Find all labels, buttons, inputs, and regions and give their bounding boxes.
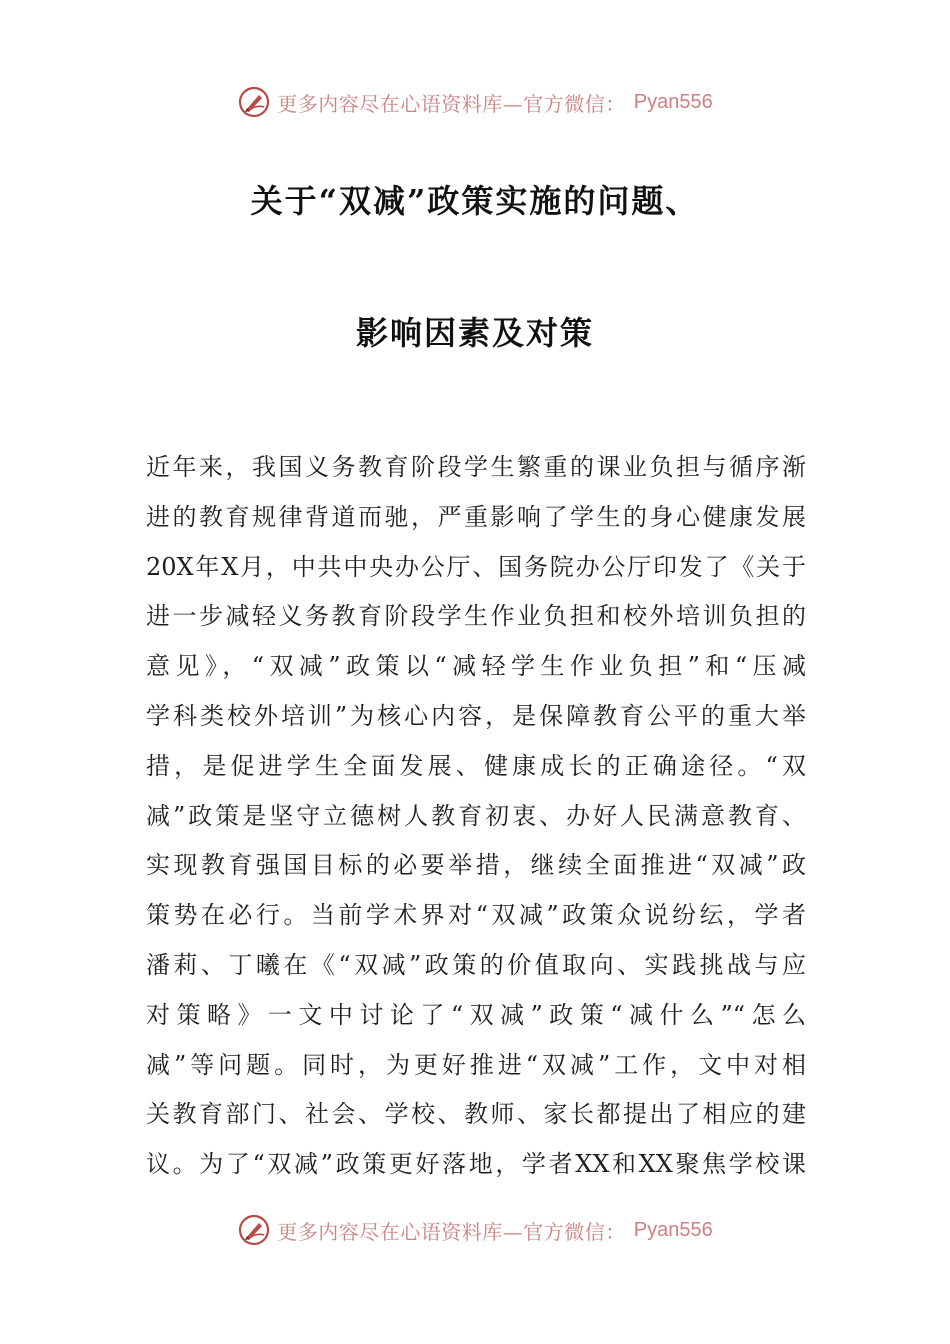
- text-line: 学科类校外培训”为核心内容，是保障教育公平的重大举: [146, 701, 806, 730]
- text-line: 潘莉、丁曦在《“双减”政策的价值取向、实践挑战与应: [146, 950, 806, 979]
- footer-watermark: [0, 1210, 950, 1250]
- text-line: 意见》，“双减”政策以“减轻学生作业负担”和“压减: [146, 652, 806, 681]
- body-paragraph: [146, 443, 806, 1190]
- watermark-text: 更多内容尽在心语资料库—官方微信：: [277, 91, 626, 116]
- text-line: 减”等问题。同时，为更好推进“双减”工作，文中对相: [146, 1050, 806, 1079]
- document-title-line-1: 关于“双减”政策实施的问题、: [250, 182, 700, 220]
- text-line: 实现教育强国目标的必要举措，继续全面推进“双减”政: [146, 851, 806, 880]
- watermark-text: 更多内容尽在心语资料库—官方微信：: [277, 1219, 626, 1244]
- text-line: 议。为了“双减”政策更好落地，学者XX和XX聚焦学校课: [146, 1150, 806, 1179]
- text-line: 进的教育规律背道而驰，严重影响了学生的身心健康发展: [146, 502, 806, 531]
- pen-logo-icon: [237, 85, 271, 119]
- text-line: 20X年X月，中共中央办公厅、国务院办公厅印发了《关于: [146, 552, 806, 581]
- text-line: 措，是促进学生全面发展、健康成长的正确途径。“双: [146, 751, 806, 780]
- text-line: 近年来，我国义务教育阶段学生繁重的课业负担与循序渐: [146, 453, 806, 481]
- text-line: 策势在必行。当前学术界对“双减”政策众说纷纭，学者: [146, 901, 806, 930]
- text-line: 对策略》一文中讨论了“双减”政策“减什么”“怎么: [146, 1000, 806, 1029]
- text-line: 进一步减轻义务教育阶段学生作业负担和校外培训负担的: [146, 602, 806, 631]
- pen-logo-icon: [237, 1213, 271, 1247]
- text-line: 关教育部门、社会、学校、教师、家长都提出了相应的建: [146, 1100, 806, 1129]
- text-line: 减”政策是坚守立德树人教育初衷、办好人民满意教育、: [146, 801, 806, 830]
- document-title-line-2: 影响因素及对策: [355, 314, 594, 352]
- watermark-wechat-id: Pyan556: [633, 1218, 713, 1241]
- watermark-wechat-id: Pyan556: [633, 90, 713, 113]
- header-watermark: [0, 82, 950, 122]
